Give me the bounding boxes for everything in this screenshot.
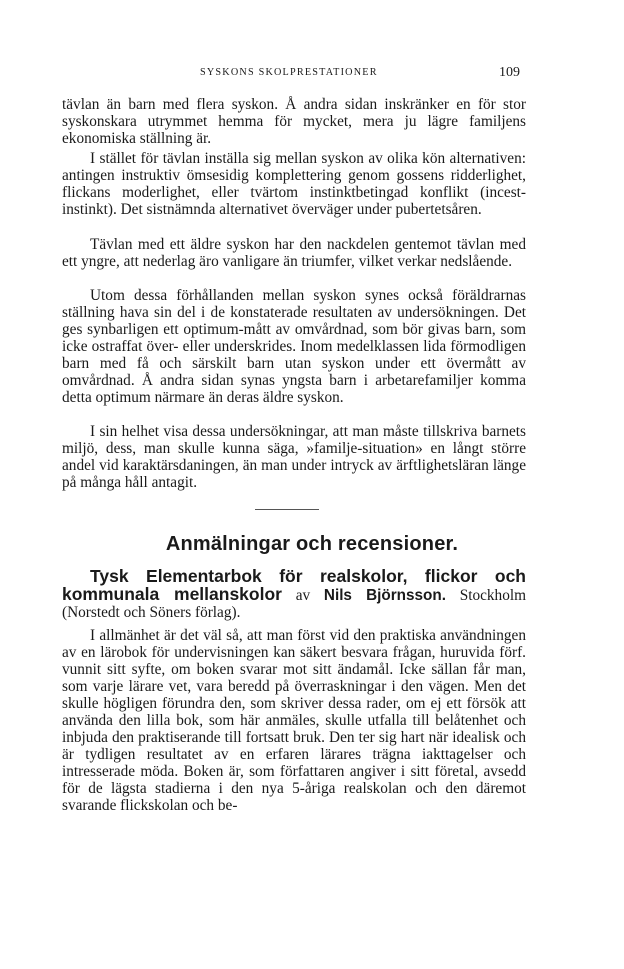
- review-author: Nils Björnsson.: [323, 587, 446, 604]
- review-heading: [62, 568, 526, 621]
- paragraph: Tävlan med ett äldre syskon har den nackdelen gentemot tävlan med ett yngre, att nederlag äro vanligare än triumfer, vilket verkar nedslående.: [62, 236, 526, 270]
- section-heading: Anmälningar och recensioner.: [165, 533, 459, 555]
- page-number: 109: [499, 65, 520, 80]
- page-header: [0, 67, 624, 83]
- paragraph: Utom dessa förhållanden mellan syskon synes också föräldrarnas ställning hava sin del i de konstaterade resultaten av undersökningen. Det ges synbarligen ett optimum-mått av omvårdnad, som bör givas barn, som icke ostraffat över- eller underskrides. Inom medelklassen lida förmodligen barn med få och särskilt barn utan syskon under ett övermått av omvårdnad. Å andra sidan synas yngsta barn i arbetarefamiljer komma detta optimum närmare än deras äldre syskon.: [62, 287, 526, 406]
- section-divider: [255, 509, 319, 510]
- review-by: av: [295, 587, 311, 604]
- paragraph: I stället för tävlan inställa sig mellan syskon av olika kön alternativen: antingen instruktiv ömsesidig komplettering genom gossens ridderlighet, flickans moderlighet, eller tvärtom instinktbetingad konflikt (incest-instinkt). Det sistnämnda alternativet överväger under pubertetsåren.: [62, 150, 526, 218]
- running-title: SYSKONS SKOLPRESTATIONER: [200, 67, 378, 78]
- review-body: I allmänhet är det väl så, att man först vid den praktiska användningen av en lärobok för undervisningen kan säkert besvara frågan, huruvida förf. vunnit sitt syfte, om boken svarar mot sitt ändamål. Icke sällan får man, som varje lärare vet, vara beredd på överraskningar i den vägen. Men det skulle högligen förundra den, som skriver dessa rader, om ej ett försök att använda den lilla bok, som här anmäles, skulle utfalla till belåtenhet och inbjuda den praktiserande till fortsatt bruk. Den ter sig hart när idealisk och är tydligen resultatet av en erfaren lärares trägna iakttagelser och intresserade möda. Boken är, som författaren angiver i sitt företal, avsedd för de lägsta stadierna i den nya 5-åriga realskolan och den däremot svarande flickskolan och be-: [62, 627, 526, 814]
- paragraph: tävlan än barn med flera syskon. Å andra sidan inskränker en för stor syskonskara utrymmet hemma för mycket, mera ju lägre familjens ekonomiska ställning är.: [62, 96, 526, 147]
- review-publisher: Stockholm (Norstedt och Söners förlag).: [62, 587, 527, 621]
- paragraph: I sin helhet visa dessa undersökningar, att man måste tillskriva barnets miljö, dess, man skulle kunna säga, »familje-situation» en långt större andel vid karaktärsdaningen, än man under intryck av ärftlighetsläran länge på många håll antagit.: [62, 423, 526, 491]
- review-book-title: Tysk Elementarbok för realskolor, flickor och kommunala mellanskolor: [62, 566, 526, 604]
